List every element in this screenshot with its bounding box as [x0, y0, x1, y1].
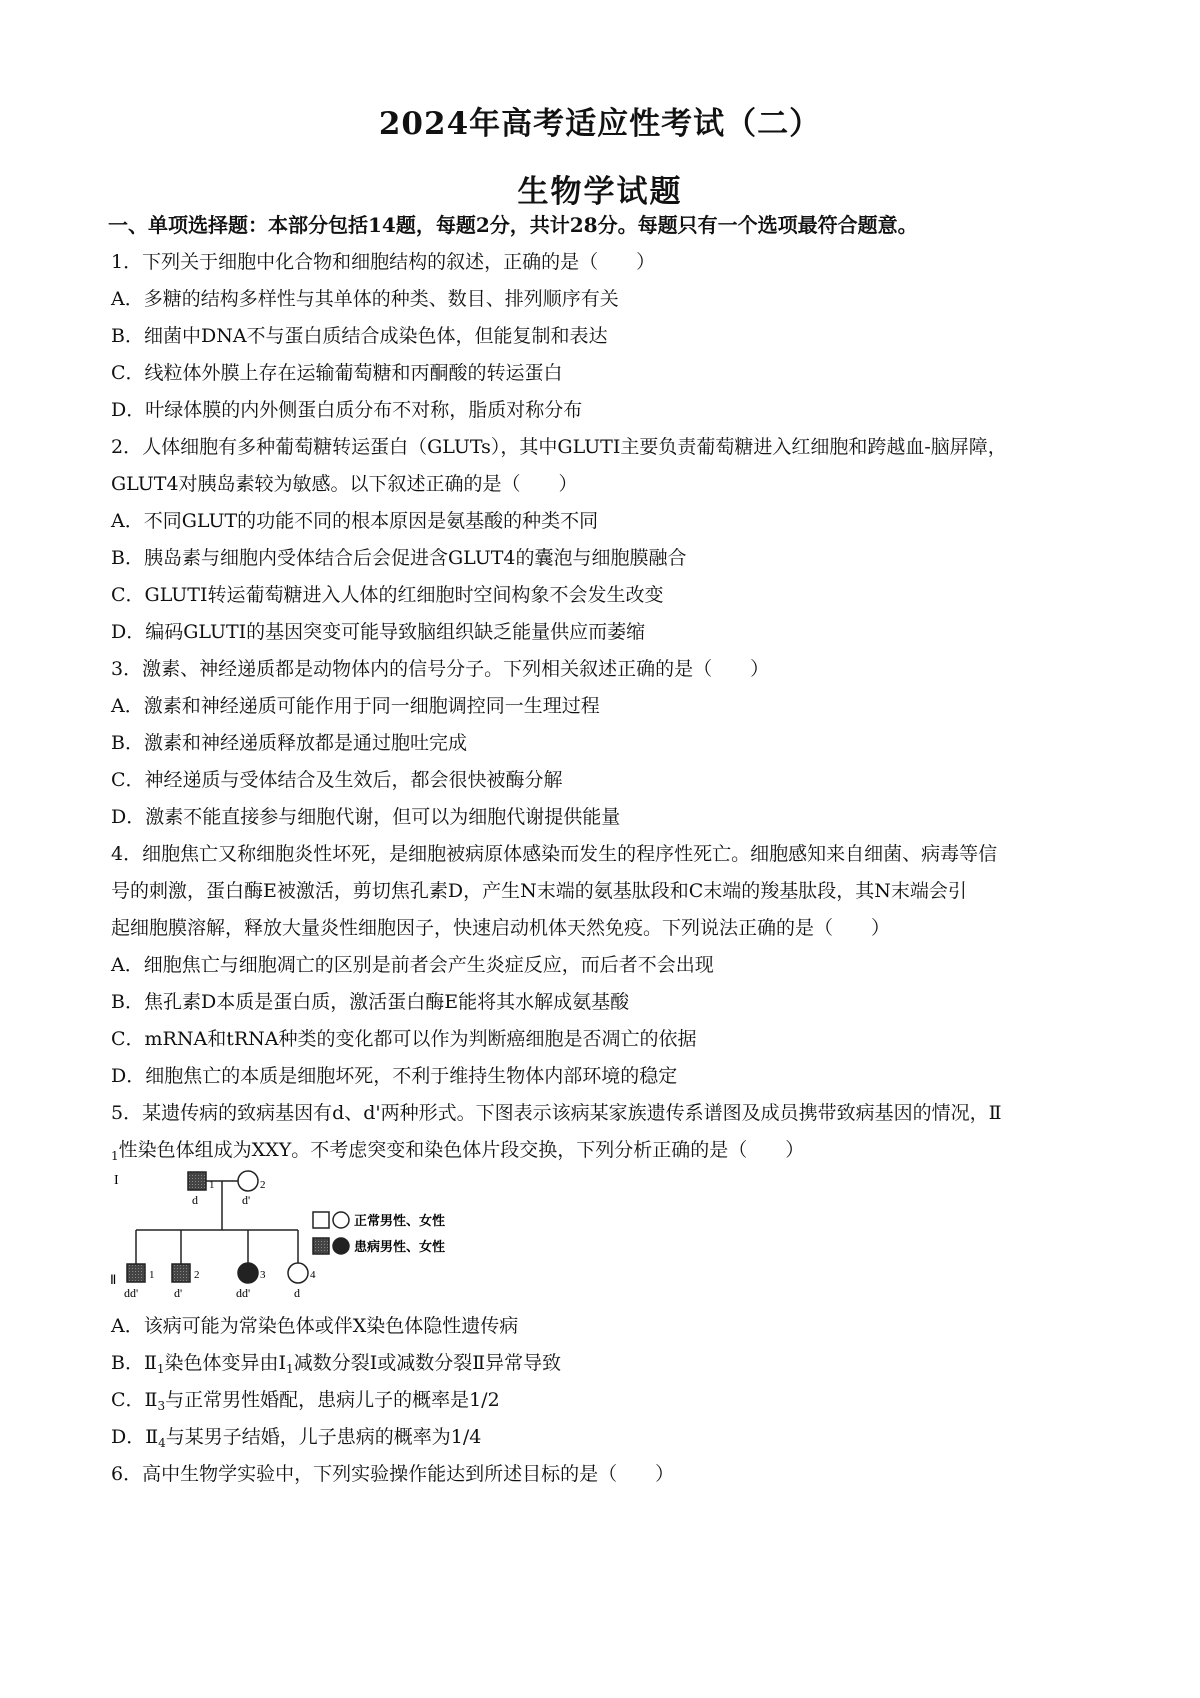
question-5-stem-line2 — [111, 1137, 804, 1169]
question-3-stem: 3．激素、神经递质都是动物体内的信号分子。下列相关叙述正确的是（ ） — [111, 658, 770, 680]
legend-affected-male-icon — [313, 1238, 329, 1254]
legend-normal-male-icon — [313, 1212, 329, 1228]
question-5-option-c — [111, 1387, 500, 1419]
option-d-suffix: 与某男子结婚，儿子患病的概率为1/4 — [165, 1426, 482, 1448]
question-1-stem: 1．下列关于细胞中化合物和细胞结构的叙述，正确的是（ ） — [111, 251, 656, 273]
question-1-option-a: A．多糖的结构多样性与其单体的种类、数目、排列顺序有关 — [111, 288, 619, 310]
option-c-prefix: C．Ⅱ — [111, 1389, 158, 1411]
option-b-prefix: B．Ⅱ — [111, 1352, 157, 1374]
individual-i2-normal-female — [238, 1171, 258, 1191]
generation-label-2: Ⅱ — [110, 1272, 117, 1287]
question-5-stem-line1: 5．某遗传病的致病基因有d、d'两种形式。下图表示该病某家族遗传系谱图及成员携带致病基因的情况，Ⅱ — [111, 1102, 1002, 1124]
individual-i1-affected-male — [188, 1172, 206, 1190]
individual-i1-genotype: d — [192, 1193, 198, 1207]
question-1-option-d: D．叶绿体膜的内外侧蛋白质分布不对称，脂质对称分布 — [111, 399, 583, 421]
subscript: 4 — [158, 1436, 166, 1450]
subscript: 1 — [111, 1149, 119, 1163]
question-3-option-c: C．神经递质与受体结合及生效后，都会很快被酶分解 — [111, 769, 563, 791]
question-2-stem-line1: 2．人体细胞有多种葡萄糖转运蛋白（GLUTs），其中GLUTI主要负责葡萄糖进入红细胞和跨越血-脑屏障， — [111, 436, 1007, 458]
individual-ii3-number: 3 — [260, 1269, 266, 1281]
question-4-stem-line2: 号的刺激，蛋白酶E被激活，剪切焦孔素D，产生N末端的氨基肽段和C末端的羧基肽段，其N末端会引 — [111, 880, 967, 902]
question-4-option-a: A．细胞焦亡与细胞凋亡的区别是前者会产生炎症反应，而后者不会出现 — [111, 954, 714, 976]
option-c-suffix: 与正常男性婚配，患病儿子的概率是1/2 — [165, 1389, 500, 1411]
individual-ii3-affected-female — [238, 1263, 258, 1283]
legend-normal-label: 正常男性、女性 — [354, 1213, 446, 1228]
option-d-prefix: D．Ⅱ — [111, 1426, 159, 1448]
subscript: 3 — [157, 1399, 166, 1413]
question-5-option-a: A．该病可能为常染色体或伴X染色体隐性遗传病 — [111, 1315, 519, 1337]
legend-normal-female-icon — [333, 1212, 349, 1228]
question-2-option-a: A．不同GLUT的功能不同的根本原因是氨基酸的种类不同 — [111, 510, 599, 532]
question-2-option-c: C．GLUTI转运葡萄糖进入人体的红细胞时空间构象不会发生改变 — [111, 584, 664, 606]
individual-i2-genotype: d' — [242, 1193, 251, 1207]
question-2-option-b: B．胰岛素与细胞内受体结合后会促进含GLUT4的囊泡与细胞膜融合 — [111, 547, 687, 569]
legend-affected-label: 患病男性、女性 — [354, 1239, 446, 1254]
generation-label-1: I — [114, 1173, 119, 1188]
question-1-option-c: C．线粒体外膜上存在运输葡萄糖和丙酮酸的转运蛋白 — [111, 362, 563, 384]
individual-ii2-affected-male — [172, 1264, 190, 1282]
individual-ii1-number: 1 — [149, 1269, 155, 1281]
individual-i2-number: 2 — [260, 1179, 266, 1191]
question-3-option-a: A．激素和神经递质可能作用于同一细胞调控同一生理过程 — [111, 695, 600, 717]
question-2-option-d: D．编码GLUTI的基因突变可能导致脑组织缺乏能量供应而萎缩 — [111, 621, 646, 643]
question-4-option-c: C．mRNA和tRNA种类的变化都可以作为判断癌细胞是否凋亡的依据 — [111, 1028, 697, 1050]
individual-i1-number: 1 — [209, 1179, 215, 1191]
question-4-stem-line3: 起细胞膜溶解，释放大量炎性细胞因子，快速启动机体天然免疫。下列说法正确的是（ ） — [111, 917, 891, 939]
subscript: 1 — [156, 1362, 165, 1376]
individual-ii2-number: 2 — [194, 1269, 200, 1281]
individual-ii2-genotype: d' — [174, 1286, 183, 1300]
individual-ii3-genotype: dd' — [236, 1286, 251, 1300]
individual-ii1-affected-male — [127, 1264, 145, 1282]
question-4-stem-line1: 4．细胞焦亡又称细胞炎性坏死，是细胞被病原体感染而发生的程序性死亡。细胞感知来自细菌、病毒等信 — [111, 843, 998, 865]
question-3-option-d: D．激素不能直接参与细胞代谢，但可以为细胞代谢提供能量 — [111, 806, 621, 828]
exam-title: 2024年高考适应性考试（二） — [378, 106, 822, 142]
question-4-option-b: B．焦孔素D本质是蛋白质，激活蛋白酶E能将其水解成氨基酸 — [111, 991, 630, 1013]
option-b-suffix: 减数分裂Ⅰ或减数分裂Ⅱ异常导致 — [293, 1352, 562, 1374]
question-6-stem: 6．高中生物学实验中，下列实验操作能达到所述目标的是（ ） — [111, 1463, 675, 1485]
individual-ii1-genotype: dd' — [124, 1286, 139, 1300]
pedigree-diagram — [108, 1166, 538, 1308]
section-heading: 一、单项选择题：本部分包括14题，每题2分，共计28分。每题只有一个选项最符合题意。 — [108, 213, 918, 237]
question-5-stem-line2-text: 性染色体组成为XXY。不考虑突变和染色体片段交换，下列分析正确的是（ ） — [118, 1139, 805, 1161]
exam-subtitle: 生物学试题 — [517, 174, 683, 210]
question-4-option-d: D．细胞焦亡的本质是细胞坏死，不利于维持生物体内部环境的稳定 — [111, 1065, 678, 1087]
individual-ii4-normal-female — [288, 1263, 308, 1283]
individual-ii4-genotype: d — [294, 1286, 300, 1300]
option-b-middle: 染色体变异由Ⅰ — [164, 1352, 287, 1374]
question-2-stem-line2: GLUT4对胰岛素较为敏感。以下叙述正确的是（ ） — [111, 473, 578, 495]
subscript: 1 — [286, 1362, 294, 1376]
question-1-option-b: B．细菌中DNA不与蛋白质结合成染色体，但能复制和表达 — [111, 325, 608, 347]
legend-affected-female-icon — [333, 1238, 349, 1254]
individual-ii4-number: 4 — [310, 1269, 316, 1281]
question-5-option-d — [111, 1424, 481, 1456]
question-3-option-b: B．激素和神经递质释放都是通过胞吐完成 — [111, 732, 467, 754]
question-5-option-b — [111, 1350, 561, 1382]
